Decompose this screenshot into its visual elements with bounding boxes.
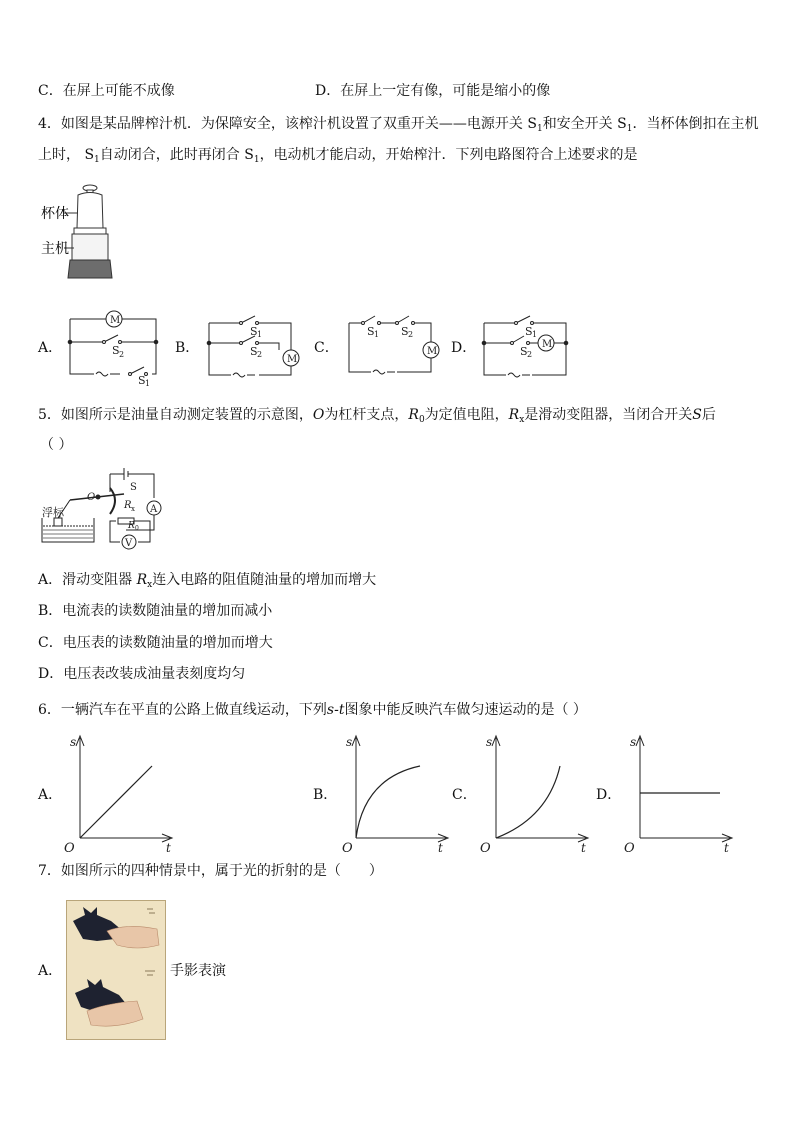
q7-option-a: A．	[38, 963, 63, 979]
svg-text:R: R	[124, 500, 132, 511]
q6-stem: 6．一辆汽车在平直的公路上做直线运动，下列s-t图象中能反映汽车做匀速运动的是（ ）	[38, 702, 587, 718]
svg-text:2: 2	[408, 330, 414, 339]
q4-sub: 1	[536, 124, 543, 134]
svg-text:M: M	[542, 339, 553, 350]
float-label: 浮标	[42, 506, 64, 519]
svg-text:M: M	[287, 354, 298, 365]
svg-text:0: 0	[135, 525, 139, 532]
q5-option-d: D．电压表改装成油量表刻度均匀	[38, 666, 246, 682]
q4-stem-text: ．当杯体倒扣在主机	[632, 116, 759, 132]
svg-text:S: S	[367, 325, 375, 338]
q6-option-c: C．	[452, 787, 477, 803]
svg-text:M: M	[110, 315, 121, 326]
svg-text:M: M	[427, 346, 438, 357]
svg-text:1: 1	[532, 330, 538, 339]
svg-text:s: s	[346, 735, 353, 749]
q4-option-a: A．	[38, 340, 63, 356]
q7-stem: 7．如图所示的四种情景中，属于光的折射的是（ ）	[38, 863, 383, 879]
svg-text:S: S	[401, 325, 409, 338]
hand-shadow-image	[66, 900, 166, 1040]
svg-text:O: O	[87, 492, 96, 503]
svg-text:S: S	[250, 325, 258, 338]
circuit-a	[66, 308, 160, 386]
juicer-figure	[38, 180, 128, 285]
q4-sub: 1	[94, 155, 100, 165]
svg-text:O: O	[342, 841, 353, 854]
q5-option-b: B．电流表的读数随油量的增加而减小	[38, 603, 273, 619]
svg-text:s: s	[70, 735, 77, 749]
svg-text:s: s	[630, 735, 637, 749]
q5-option-a: A．滑动变阻器 $R_x$连入电路的阻值随油量的增加而增大	[38, 572, 377, 590]
q4-stem-line1	[38, 114, 758, 139]
svg-text:S: S	[138, 374, 146, 386]
svg-text:x: x	[131, 505, 135, 513]
q3-option-d: D．在屏上一定有像，可能是缩小的像	[315, 83, 551, 99]
q4-option-c: C．	[314, 340, 339, 356]
svg-text:O: O	[480, 841, 491, 854]
svg-text:S: S	[520, 345, 528, 358]
svg-text:s: s	[486, 735, 493, 749]
svg-text:S: S	[525, 325, 533, 338]
graph-d	[622, 730, 740, 854]
q4-option-b: B．	[175, 340, 200, 356]
q6-option-b: B．	[313, 787, 338, 803]
label-cup: 杯体	[41, 206, 69, 222]
q4-stem-text: 自动闭合，此时再闭合 S	[99, 147, 254, 163]
svg-text:t: t	[438, 841, 443, 854]
svg-text:S: S	[112, 344, 120, 357]
svg-text:O: O	[624, 841, 635, 854]
svg-text:2: 2	[119, 350, 125, 359]
q4-option-d: D．	[451, 340, 477, 356]
svg-text:1: 1	[257, 330, 263, 339]
q3-option-c: C．在屏上可能不成像	[38, 83, 175, 99]
q4-sub: 1	[253, 155, 260, 165]
q4-stem-text: ，电动机才能启动，开始榨汁．下列电路图符合上述要求的是	[259, 147, 638, 163]
svg-text:t: t	[724, 841, 729, 854]
q4-stem-text: 4．如图是某品牌榨汁机．为保障安全，该榨汁机设置了双重开关——电源开关 S	[38, 116, 537, 132]
svg-text:A: A	[150, 504, 158, 515]
circuit-b	[205, 314, 305, 380]
graph-a	[62, 730, 180, 854]
oil-gauge-figure	[40, 464, 170, 554]
q5-stem: 5．如图所示是油量自动测定装置的示意图，O为杠杆支点，$R_0$为定值电阻，$R_x$是滑动变阻器，当闭合开关S后	[38, 407, 716, 425]
q4-stem-line2	[38, 145, 638, 170]
svg-text:V: V	[125, 538, 133, 549]
svg-text:1: 1	[145, 379, 151, 386]
svg-text:R: R	[128, 521, 135, 531]
svg-text:S: S	[250, 345, 258, 358]
svg-text:1: 1	[374, 330, 380, 339]
circuit-d	[480, 314, 574, 380]
svg-text:O: O	[64, 841, 75, 854]
q5-paren: （ ）	[40, 437, 73, 453]
svg-text:S: S	[130, 482, 137, 493]
svg-text:2: 2	[527, 350, 533, 359]
hand-shadow-caption: 手影表演	[170, 963, 226, 979]
q4-sub: 1	[626, 124, 633, 134]
svg-text:t: t	[581, 841, 586, 854]
label-base: 主机	[41, 241, 69, 257]
graph-b	[338, 730, 456, 854]
q4-stem-text: 和安全开关 S	[542, 116, 627, 132]
svg-text:t: t	[166, 841, 171, 854]
q6-option-a: A．	[38, 787, 63, 803]
svg-text:2: 2	[257, 350, 263, 359]
circuit-c	[345, 314, 445, 380]
q6-option-d: D．	[596, 787, 622, 803]
q4-stem-text: 上时， S	[38, 147, 95, 163]
graph-c	[478, 730, 596, 854]
q5-option-c: C．电压表的读数随油量的增加而增大	[38, 635, 273, 651]
